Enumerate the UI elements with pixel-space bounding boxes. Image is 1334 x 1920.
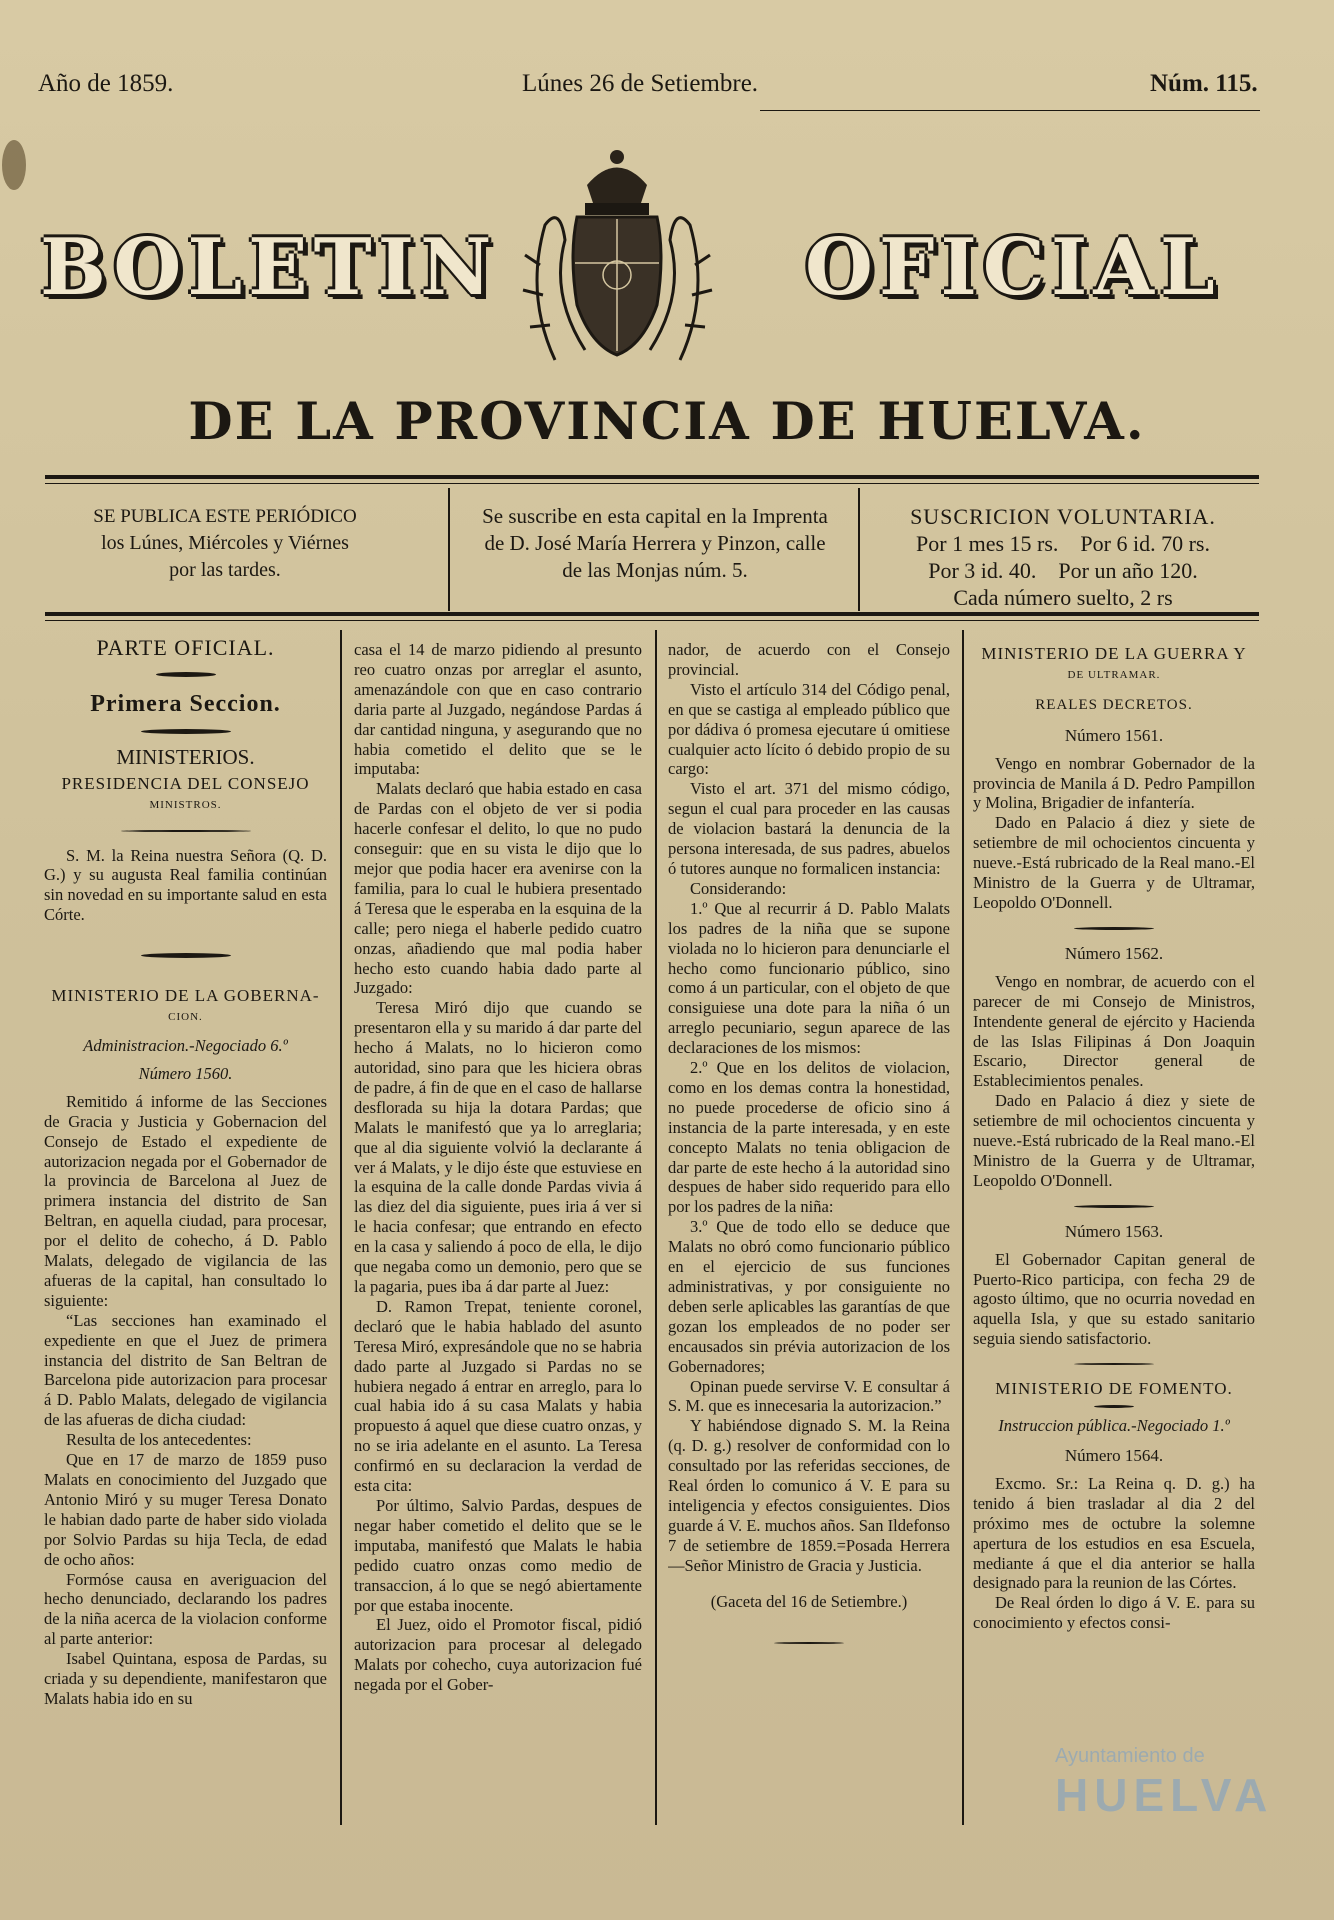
box-divider bbox=[448, 488, 450, 611]
paragraph: Opinan puede servirse V. E consultar á S. M. que es innecesaria la autorizacion.” bbox=[668, 1376, 950, 1416]
paragraph: 3.º Que de todo ello se deduce que Malats no obró como funcionario público en el ejercicio de sus funciones administrativas, y por consiguiente no deben serle aplicables las garantías de que gozan los empleados de no poder ser encausados sin prévia autorizacion de los Gobernadores; bbox=[668, 1217, 950, 1376]
ornament-rule bbox=[1094, 1405, 1134, 1408]
paragraph: Resulta de los antecedentes: bbox=[66, 1430, 252, 1450]
location-line: de D. José María Herrera y Pinzon, calle bbox=[484, 531, 826, 555]
masthead-rule-bottom bbox=[45, 612, 1259, 616]
gobernacion-heading-2: CION. bbox=[168, 1011, 203, 1024]
paragraph: Isabel Quintana, esposa de Pardas, su criada y su dependiente, manifestaron que Malats habia ido en su bbox=[44, 1649, 327, 1708]
document-number: Número 1564. bbox=[1064, 1446, 1164, 1465]
gaceta-source: (Gaceta del 16 de Setiembre.) bbox=[710, 1591, 908, 1611]
guerra-heading: MINISTERIO DE LA GUERRA Y bbox=[981, 644, 1247, 663]
paragraph: Formóse causa en averiguacion del hecho denunciado, declarando los padres de la niña acerca de la violacion conforme al parte anterior: bbox=[44, 1569, 327, 1649]
price-line: Por 1 mes 15 rs. Por 6 id. 70 rs. bbox=[916, 531, 1210, 556]
column-divider bbox=[340, 630, 342, 1825]
subscription-location bbox=[455, 503, 855, 584]
document-number: Número 1563. bbox=[1064, 1221, 1164, 1241]
header-rule bbox=[760, 110, 1260, 111]
location-line: de las Monjas núm. 5. bbox=[562, 558, 748, 582]
paragraph: Visto el art. 371 del mismo código, segun el cual para proceder en las causas de violacion bastará la denuncia de la persona interesada, de sus padres, abuelos ó tutores aunque no formalicen instancia: bbox=[668, 779, 950, 878]
reales-decretos-heading: REALES DECRETOS. bbox=[1035, 696, 1193, 713]
paragraph: S. M. la Reina nuestra Señora (Q. D. G.) y su augusta Real familia continúan sin novedad en su importante salud en esta Córte. bbox=[44, 845, 327, 925]
issue-number: Núm. 115. bbox=[1150, 70, 1258, 97]
document-number: Número 1562. bbox=[1064, 943, 1164, 963]
paragraph: 1.º Que al recurrir á D. Pablo Malats los padres de la niña que se supone violada no lo hicieron para denunciarle el hecho como funcionario público, sino como á un particular, con el objeto de que consiguiese una dote para la niña ó un arreglo pecuniario, segun aparece de las declaraciones de los mismos: bbox=[668, 898, 950, 1058]
paragraph: 2.º Que en los delitos de violacion, como en los demas contra la honestidad, no puede procederse de oficio sino á instancia de la parte interesada, y en este concepto Malats no tenia obligacion de dar parte de este hecho á la autoridad sino despues de haber sido requerido para ello por los padres de la niña: bbox=[668, 1058, 950, 1217]
ministros-heading: MINISTROS. bbox=[149, 798, 222, 811]
issue-year: Año de 1859. bbox=[38, 70, 174, 97]
schedule-line: SE PUBLICA ESTE PERIÓDICO bbox=[93, 506, 357, 527]
fomento-heading: MINISTERIO DE FOMENTO. bbox=[995, 1379, 1233, 1399]
masthead-rule-top bbox=[45, 475, 1259, 479]
prices-title: SUSCRICION VOLUNTARIA. bbox=[910, 504, 1216, 529]
paragraph: nador, de acuerdo con el Consejo provincial. bbox=[668, 640, 950, 679]
location-line: Se suscribe en esta capital en la Imprenta bbox=[482, 504, 828, 528]
document-number: Número 1560. bbox=[138, 1063, 233, 1083]
column-1 bbox=[44, 638, 327, 1828]
issue-date: Lúnes 26 de Setiembre. bbox=[522, 70, 759, 97]
paragraph: El Juez, oido el Promotor fiscal, pidió autorizacion para procesar al delegado Malats por cohecho, cuya autorizacion fué negada por el Gober- bbox=[354, 1615, 642, 1695]
ink-stain bbox=[2, 140, 26, 190]
masthead-rule-bottom-thin bbox=[45, 620, 1259, 621]
royal-crest-icon bbox=[515, 145, 720, 380]
paragraph: Excmo. Sr.: La Reina q. D. g.) ha tenido á bien trasladar al dia 2 del próximo mes de octubre la solemne apertura de los estudios en esa Escuela, mediante á que el dia anterior se halla designado para la reunion de las Córtes. bbox=[973, 1473, 1255, 1593]
column-3 bbox=[668, 640, 950, 1830]
paragraph: Vengo en nombrar Gobernador de la provincia de Manila á D. Pedro Pampillon y Molina, Brigadier de infantería. bbox=[973, 753, 1255, 813]
column-4 bbox=[973, 640, 1255, 1830]
schedule-line: los Lúnes, Miércoles y Viérnes bbox=[101, 532, 349, 554]
paragraph: “Las secciones han examinado el expediente en que el Juez de primera instancia del distrito de San Beltran de Barcelona pide autorizacion para procesar á D. Pablo Malats, delegado de vigilancia de las afueras de dicha ciudad: bbox=[44, 1310, 327, 1430]
paragraph: Remitido á informe de las Secciones de Gracia y Justicia y Gobernacion del Consejo de Estado el expediente de autorizacion negada por el Gobernador de la provincia de Barcelona al Juez de primera instancia del distrito de San Beltran, en aquella ciudad, para procesar, por el delito de cohecho, á D. Pablo Malats, delegado de vigilancia de las afueras de la capital, han consultado lo siguiente: bbox=[44, 1091, 327, 1310]
watermark-line: Ayuntamiento de bbox=[1055, 1745, 1205, 1767]
archive-watermark bbox=[935, 1745, 1273, 1822]
paragraph: De Real órden lo digo á V. E. para su conocimiento y efectos consi- bbox=[973, 1593, 1255, 1633]
column-divider bbox=[962, 630, 964, 1825]
ornament-rule bbox=[774, 1642, 844, 1644]
schedule-line: por las tardes. bbox=[169, 559, 281, 581]
newspaper-subtitle: DE LA PROVINCIA DE HUELVA. bbox=[188, 392, 1146, 452]
watermark-line: HUELVA bbox=[1055, 1769, 1274, 1821]
ultramar-heading: DE ULTRAMAR. bbox=[1067, 668, 1161, 681]
column-divider bbox=[655, 630, 657, 1825]
paragraph: Que en 17 de marzo de 1859 puso Malats en conocimiento del Juzgado que Antonio Miró y su muger Teresa Donato le habian dado parte de haber sido violada por Solvio Pardas su hija Tecla, de edad de ocho años: bbox=[44, 1450, 327, 1569]
paragraph: Por último, Salvio Pardas, despues de negar haber cometido el delito que se le imputaba, manifestó que Malats le habia pedido cuatro onzas como medio de transaccion, á lo que se negó abiertamente por que estaba inocente. bbox=[354, 1495, 642, 1615]
column-2 bbox=[354, 640, 642, 1830]
paragraph: Malats declaró que habia estado en casa de Pardas con el objeto de ver si podia hacerle confesar el delito, lo que no pudo conseguir: que en su vista le dijo que lo mejor que podia hacer era avenirse con la familia, para lo cual le hubiera presentado á Teresa que le esperaba en la esquina de la calle; pero niega el haberle pedido cuatro onzas, añadiendo que mal podia haber hecho esto cuando habia dado parte al Juzgado: bbox=[354, 779, 642, 998]
price-line: Cada número suelto, 2 rs bbox=[953, 585, 1173, 610]
ornament-rule bbox=[1074, 1205, 1154, 1208]
publication-schedule bbox=[75, 503, 375, 584]
masthead-rule-thin bbox=[45, 483, 1259, 484]
ornament-rule bbox=[1074, 1363, 1154, 1365]
title-left: BOLETIN bbox=[40, 222, 498, 313]
paragraph: Y habiéndose dignado S. M. la Reina (q. D. g.) resolver de conformidad con lo consultado por las referidas secciones, de Real órden lo comunico á V. E para su inteligencia y efectos consiguientes. Dios guarde á V. E. muchos años. San Ildefonso 7 de setiembre de 1859.=Posada Herrera —Señor Ministro de Gracia y Justicia. bbox=[668, 1416, 950, 1575]
negociado-label: Administracion.-Negociado 6.º bbox=[83, 1035, 288, 1055]
price-line: Por 3 id. 40. Por un año 120. bbox=[928, 558, 1198, 583]
paragraph: Dado en Palacio á diez y siete de setiembre de mil ochocientos cincuenta y nueve.-Está rubricado de la Real mano.-El Ministro de la Guerra y de Ultramar, Leopoldo O'Donnell. bbox=[973, 1091, 1255, 1190]
parte-oficial-heading: PARTE OFICIAL. bbox=[96, 638, 275, 660]
subscription-prices bbox=[868, 503, 1258, 611]
paragraph: D. Ramon Trepat, teniente coronel, declaró que le habia hablado del asunto Teresa Miró, expresándole que no se habria dado parte al Juzgado si Pardas no se hubiera negado á entrar en arreglo, para lo cual habia ido á su casa Malats y habia propuesto á aquel que diese cuatro onzas, y no se iria adelante en el asunto. La Teresa confirmó en su declaracion la verdad de esta cita: bbox=[354, 1296, 642, 1496]
ornament-rule bbox=[156, 672, 216, 677]
section-heading: Primera Seccion. bbox=[90, 690, 281, 717]
presidencia-heading: PRESIDENCIA DEL CONSEJO bbox=[61, 773, 310, 793]
gobernacion-heading: MINISTERIO DE LA GOBERNA- bbox=[51, 986, 320, 1006]
box-divider bbox=[858, 488, 860, 611]
paragraph: Visto el artículo 314 del Código penal, en que se castiga al empleado público que por dádiva ó promesa ejecutare ú omitiese cualquier acto lícito ó debido propio de su cargo: bbox=[668, 679, 950, 779]
ornament-rule bbox=[121, 830, 251, 832]
negociado-label: Instruccion pública.-Negociado 1.º bbox=[998, 1416, 1230, 1436]
paragraph: Dado en Palacio á diez y siete de setiembre de mil ochocientos cincuenta y nueve.-Está rubricado de la Real mano.-El Ministro de la Guerra y de Ultramar, Leopoldo O'Donnell. bbox=[973, 813, 1255, 912]
ornament-rule bbox=[141, 953, 231, 958]
ornament-rule bbox=[1074, 927, 1154, 930]
paragraph: Teresa Miró dijo que cuando se presentaron ella y su marido á dar parte del hecho á Malats, no lo hicieron como autoridad, sino para que les hiciera obras de padre, á fin de que en el caso de hallarse desflorada su hija la dotara Pardas; que Malats le manifestó que ya lo arreglaria; que al dia siguiente volvió la declarante á ver á Malats, y le dijo éste que estuviese en la esquina de la calle donde Pardas vivia á las diez del dia siguiente, pues iria á ver si le hacia confesar; que entrando en efecto en la casa y saliendo á poco de ella, le dijo que negaba como un demonio, pero que se la pagaria, pues iba á dar parte al Juez: bbox=[354, 998, 642, 1296]
ornament-rule bbox=[141, 729, 231, 734]
ministerios-heading: MINISTERIOS. bbox=[116, 744, 255, 769]
paragraph: casa el 14 de marzo pidiendo al presunto reo cuatro onzas por arreglar el asunto, amenazándole con que en caso contrario daria parte al Juzgado, negándose Pardas á dar cantidad ninguna, y asegurando que no habia cometido el delito que se le imputaba: bbox=[354, 640, 642, 779]
paragraph: Vengo en nombrar, de acuerdo con el parecer de mi Consejo de Ministros, Intendente general de ejército y Hacienda de las Islas Filipinas á Don Joaquin Escario, Director general de Establecimientos penales. bbox=[973, 971, 1255, 1091]
title-right: OFICIAL bbox=[805, 222, 1221, 313]
paragraph: Considerando: bbox=[690, 878, 787, 898]
document-number: Número 1561. bbox=[1064, 725, 1164, 745]
paragraph: El Gobernador Capitan general de Puerto-Rico participa, con fecha 29 de agosto último, que no ocurria novedad en aquella Isla, y que su estado sanitario seguia siendo satisfactorio. bbox=[973, 1249, 1255, 1349]
